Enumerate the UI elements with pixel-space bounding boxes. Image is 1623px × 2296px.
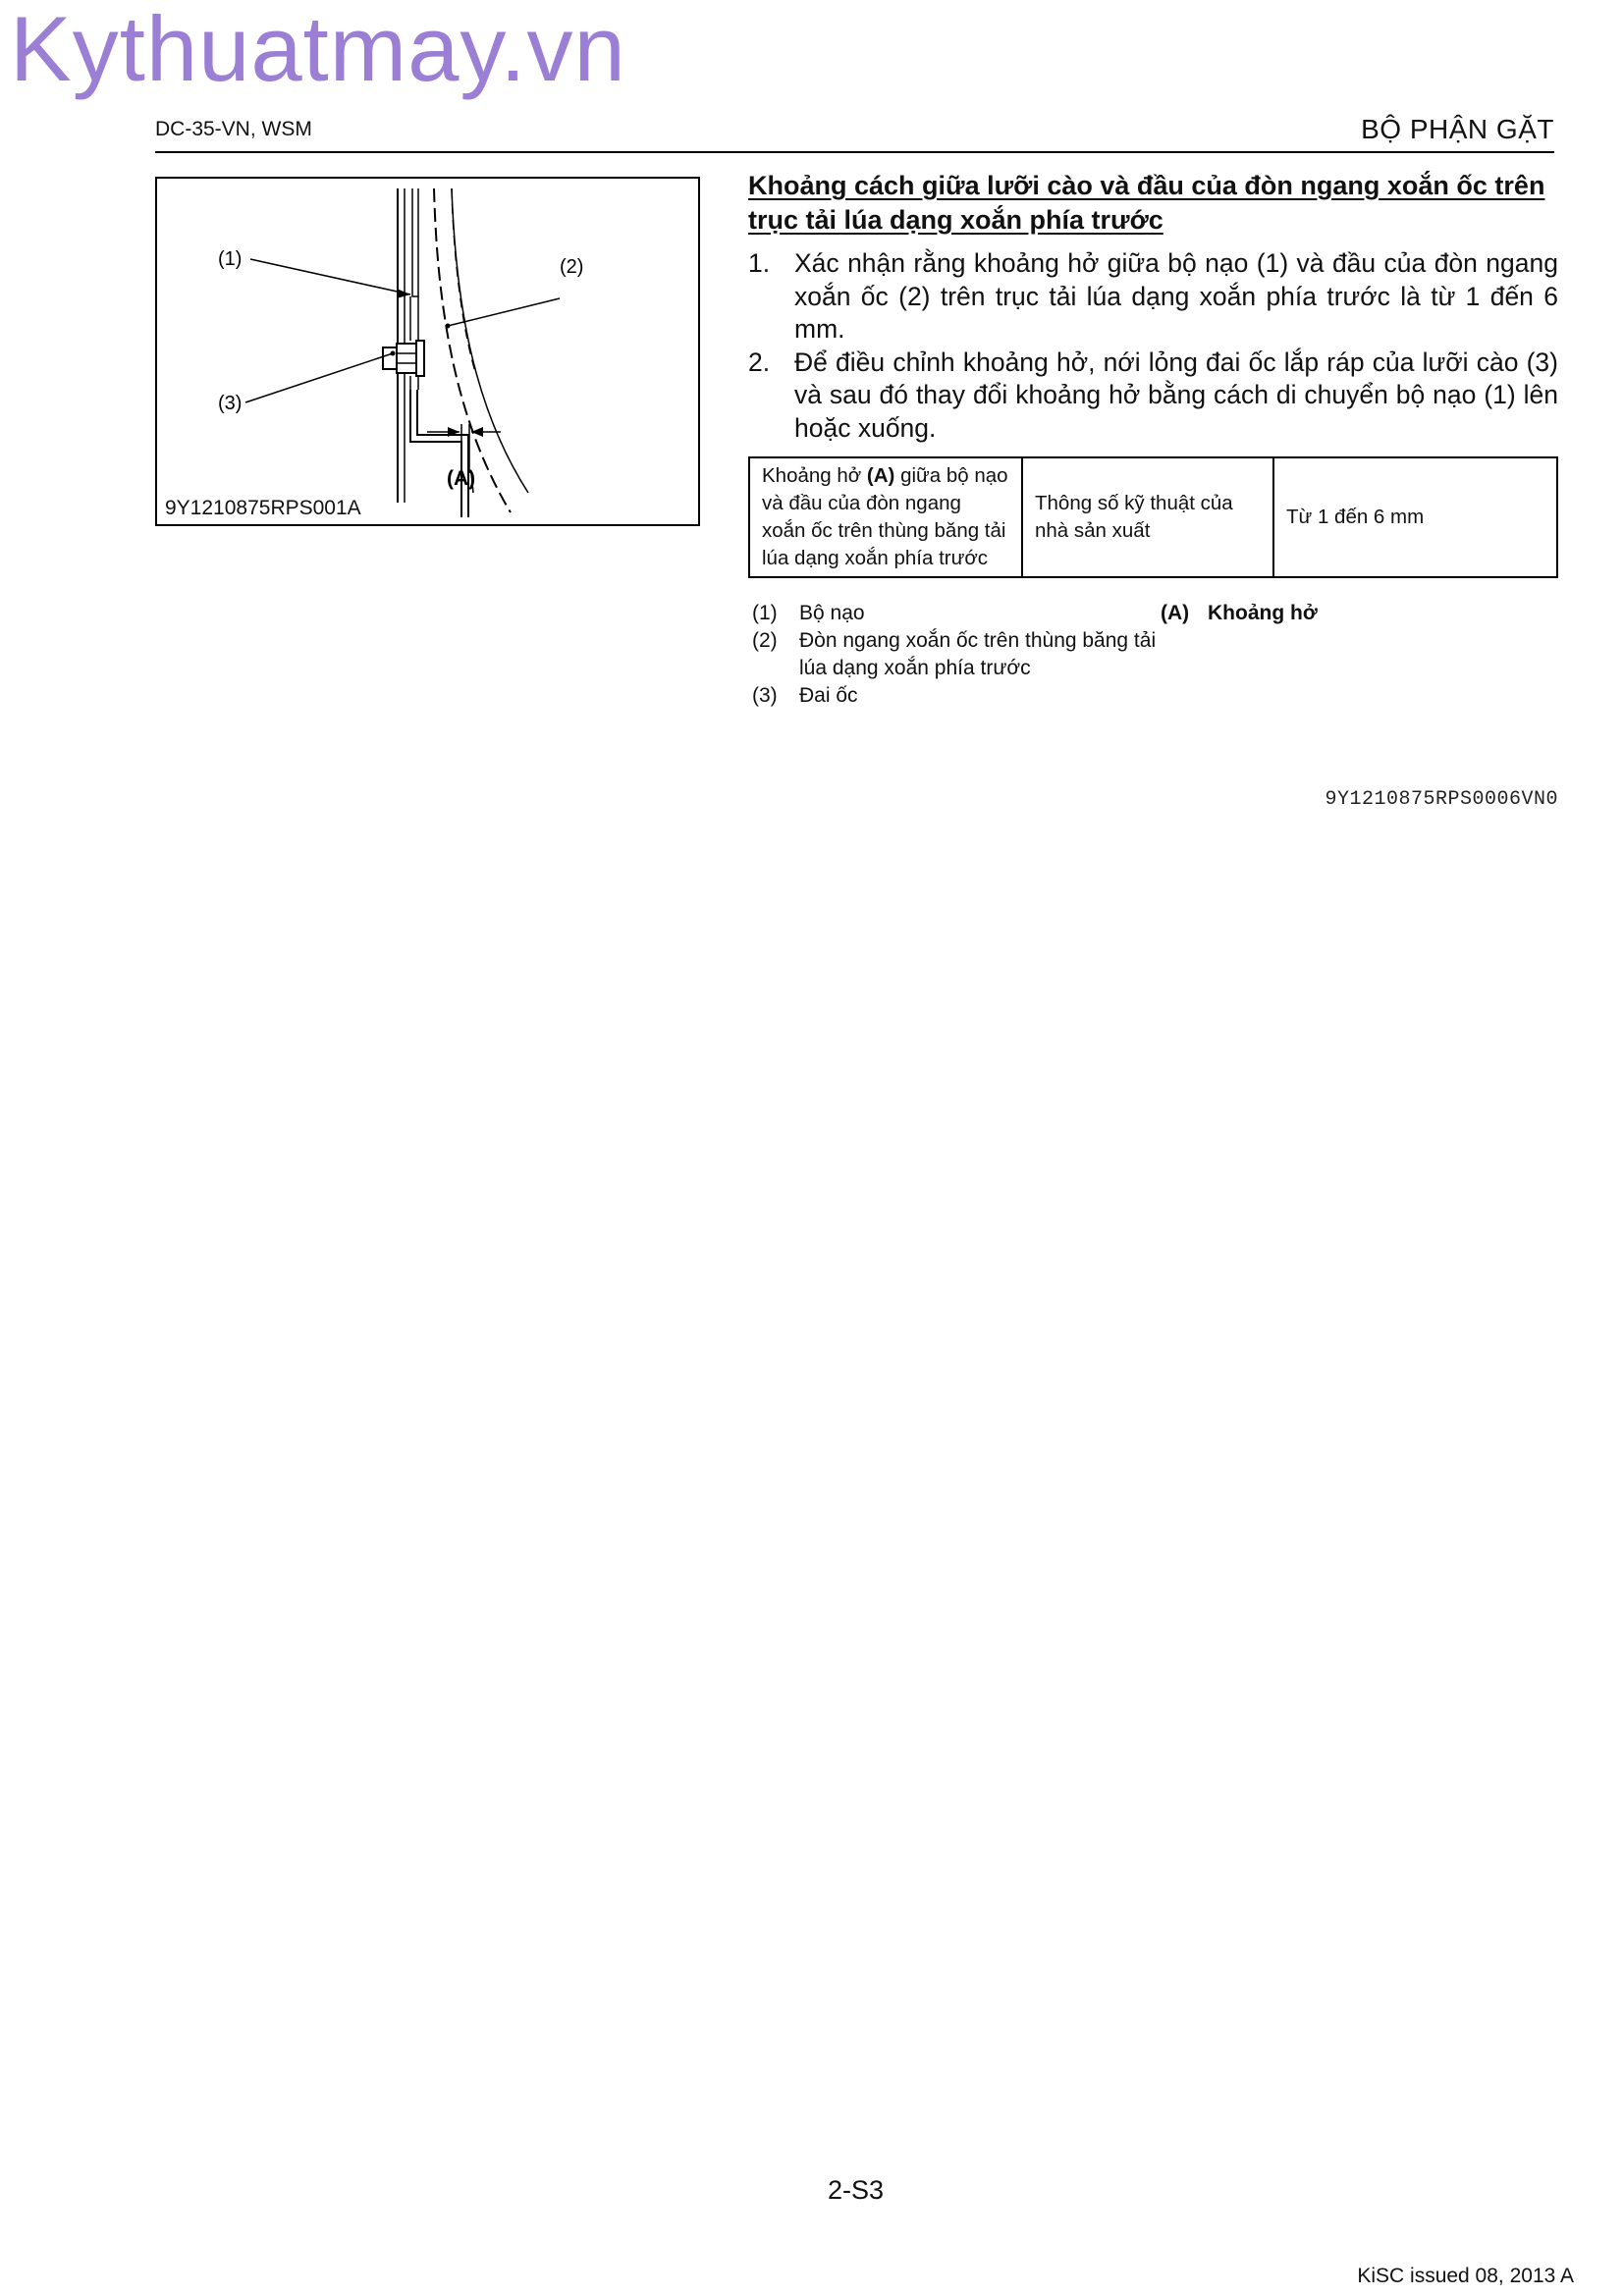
legend-num: (2) [752, 629, 778, 652]
callout-2: (2) [560, 256, 584, 278]
legend-a-num: (A) [1161, 602, 1190, 624]
figure-code: 9Y1210875RPS001A [165, 497, 361, 519]
legend-item [752, 627, 1163, 682]
main-content [748, 169, 1558, 708]
step-number: 2. [748, 347, 771, 377]
issued-footer: KiSC issued 08, 2013 A [1357, 2265, 1574, 2287]
page-number: 2-S3 [828, 2175, 885, 2205]
spec-value-cell: Từ 1 đến 6 mm [1273, 457, 1557, 577]
section-title [748, 169, 1558, 238]
header-divider [155, 151, 1554, 153]
legend-label: Đòn ngang xoắn ốc trên thùng băng tải lúa dạng xoắn phía trước [799, 629, 1157, 679]
spec-item-bold: (A) [866, 464, 895, 487]
spec-item-cell [749, 457, 1022, 577]
callout-1: (1) [218, 248, 243, 270]
legend-num: (3) [752, 684, 778, 707]
spec-row [749, 457, 1557, 577]
step-item [748, 247, 1558, 347]
legend-item [752, 600, 1163, 627]
header-manual-code: DC-35-VN, WSM [155, 118, 312, 140]
legend [748, 600, 1558, 708]
spec-table [748, 456, 1558, 578]
procedure-steps [748, 247, 1558, 445]
step-text: Để điều chỉnh khoảng hở, nới lỏng đai ốc lắp ráp của lưỡi cào (3) và sau đó thay đổi khoảng hở bằng cách di chuyển bộ nạo (1) lên hoặc xuống. [794, 347, 1558, 443]
legend-label: Đai ốc [799, 684, 858, 707]
header-section-title: BỘ PHẬN GẶT [1361, 114, 1554, 144]
step-item [748, 347, 1558, 446]
callout-3: (3) [218, 393, 243, 414]
scraper-diagram [157, 179, 698, 524]
legend-item-a [1161, 600, 1318, 627]
section-title-line2: trục tải lúa dạng xoắn phía trước [748, 205, 1163, 235]
document-code: 9Y1210875RPS0006VN0 [1325, 788, 1558, 811]
legend-item [752, 682, 1163, 710]
spec-type-cell: Thông số kỹ thuật của nhà sản xuất [1022, 457, 1273, 577]
scraper-clearance-figure [155, 177, 700, 526]
callout-a: (A) [447, 467, 476, 490]
step-number: 1. [748, 248, 771, 278]
legend-label: Bộ nạo [799, 602, 865, 624]
legend-num: (1) [752, 602, 778, 624]
spec-item-suffix: giữa bộ nạo và đầu của đòn ngang xoắn ốc trên thùng băng tải lúa dạng xoắn phía trước [762, 464, 1008, 569]
legend-a-label: Khoảng hở [1208, 602, 1318, 624]
section-title-line1: Khoảng cách giữa lưỡi cào và đầu của đòn ngang xoắn ốc trên [748, 171, 1545, 200]
watermark-logo: Kythuatmay.vn [10, 0, 626, 100]
spec-item-prefix: Khoảng hở [762, 464, 867, 487]
step-text: Xác nhận rằng khoảng hở giữa bộ nạo (1) và đầu của đòn ngang xoắn ốc (2) trên trục tải lúa dạng xoắn phía trước là từ 1 đến 6 mm. [794, 248, 1558, 344]
